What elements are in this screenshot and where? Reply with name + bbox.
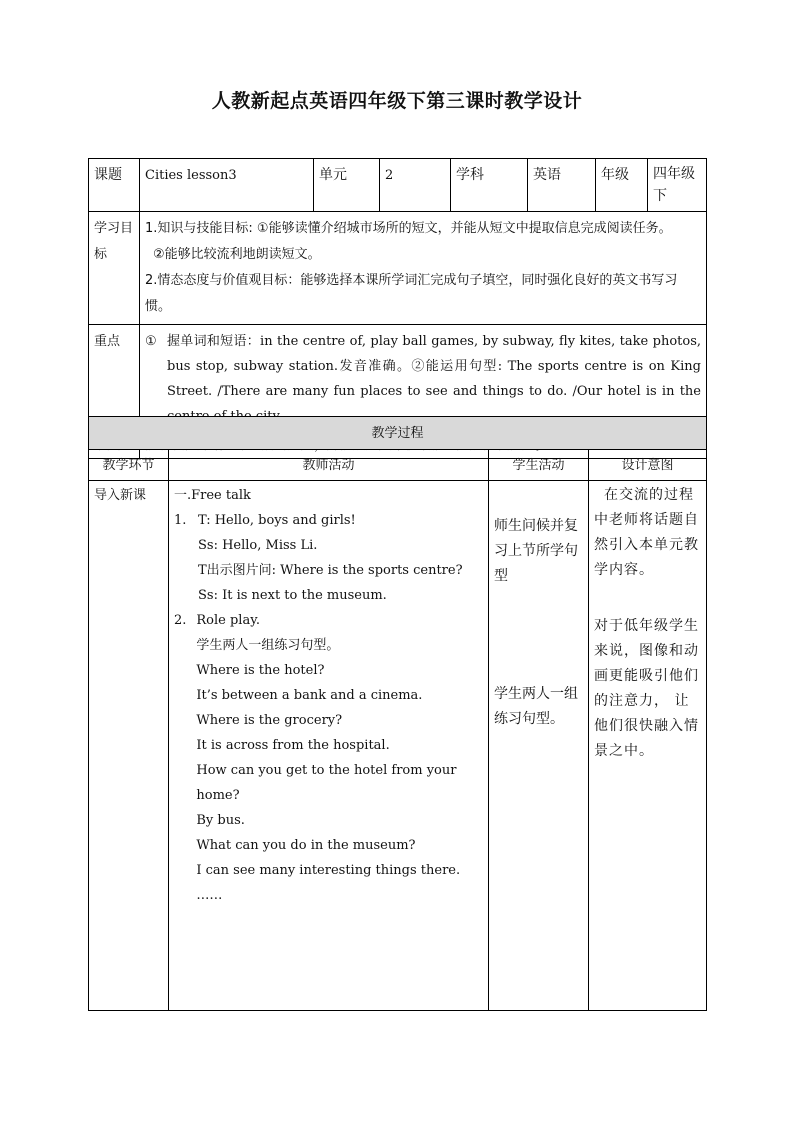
student-activity-2: 学生两人一组练习句型。 [494, 686, 578, 727]
item-2-line: How can you get to the hotel from your home? [196, 763, 457, 803]
item-1-number: 1. [174, 513, 187, 528]
stage-cell: 导入新课 [89, 481, 169, 1011]
design-intent-2: 对于低年级学生来说，图像和动画更能吸引他们的注意力， 让他们很快融入情景之中。 [594, 618, 699, 759]
process-heading: 教学过程 [89, 417, 707, 450]
design-intent-cell [589, 481, 707, 1011]
item-1-line: T出示图片问: Where is the sports centre? [198, 563, 463, 578]
item-2-line: It’s between a bank and a cinema. [196, 688, 423, 703]
key-points-marker: ① [145, 334, 157, 349]
col-teacher-header: 教师活动 [169, 450, 489, 481]
item-2-line: It is across from the hospital. [196, 738, 390, 753]
col-stage-header: 教学环节 [89, 450, 169, 481]
page-title: 人教新起点英语四年级下第三课时教学设计 [211, 90, 583, 112]
goals-line-3: 2.情态态度与价值观目标：能够选择本课所学词汇完成句子填空，同时强化良好的英文书写习惯。 [145, 273, 678, 314]
key-points-label: 重点 [89, 325, 140, 434]
grade-value: 四年级下 [648, 159, 707, 212]
design-intent-1: 在交流的过程中老师将话题自然引入本单元教学内容。 [594, 487, 699, 578]
item-2-line: 学生两人一组练习句型。 [196, 638, 340, 653]
col-student-header: 学生活动 [489, 450, 589, 481]
lesson-info-table [88, 158, 707, 459]
key-points-text: 握单词和短语：in the centre of, play ball games, by subway, fly kites, take photos, bus stop, subway station.发音准确。②能运用句型: The sports centre is on King Street. /There are many fun places to see and things to do. /Our hotel is in the [167, 334, 701, 399]
student-activity-1: 师生问候并复习上节所学句型 [494, 518, 578, 584]
goals-line-2: ②能够比较流利地朗读短文。 [153, 247, 321, 262]
student-activity-cell [489, 481, 589, 1011]
subject-value: 英语 [528, 159, 596, 212]
item-2-number: 2. [174, 613, 187, 628]
section-title: 一.Free talk [174, 488, 251, 503]
subject-label: 学科 [451, 159, 528, 212]
goals-label: 学习目标 [89, 212, 140, 325]
teacher-activity-cell [169, 481, 489, 1011]
item-2-line: By bus. [196, 813, 245, 828]
unit-label: 单元 [314, 159, 380, 212]
item-1-line: Ss: Hello, Miss Li. [198, 538, 318, 553]
item-2-line: I can see many interesting things there. [196, 863, 461, 878]
item-2-line: Where is the grocery? [196, 713, 343, 728]
grade-label: 年级 [596, 159, 648, 212]
goals-text [140, 212, 707, 325]
topic-value: Cities lesson3 [140, 159, 314, 212]
item-2-line: Role play. [196, 613, 260, 628]
item-2-line: What can you do in the museum? [196, 838, 416, 853]
col-intent-header: 设计意图 [589, 450, 707, 481]
unit-value: 2 [380, 159, 451, 212]
item-2-line: …… [196, 888, 223, 903]
item-2-line: Where is the hotel? [196, 663, 325, 678]
teaching-process-table [88, 416, 707, 1011]
item-1-line: Ss: It is next to the museum. [198, 588, 387, 603]
goals-line-1: 1.知识与技能目标: ①能够读懂介绍城市场所的短文，并能从短文中提取信息完成阅读任务。 [145, 221, 672, 236]
topic-label: 课题 [89, 159, 140, 212]
item-1-line: T: Hello, boys and girls! [198, 513, 356, 528]
